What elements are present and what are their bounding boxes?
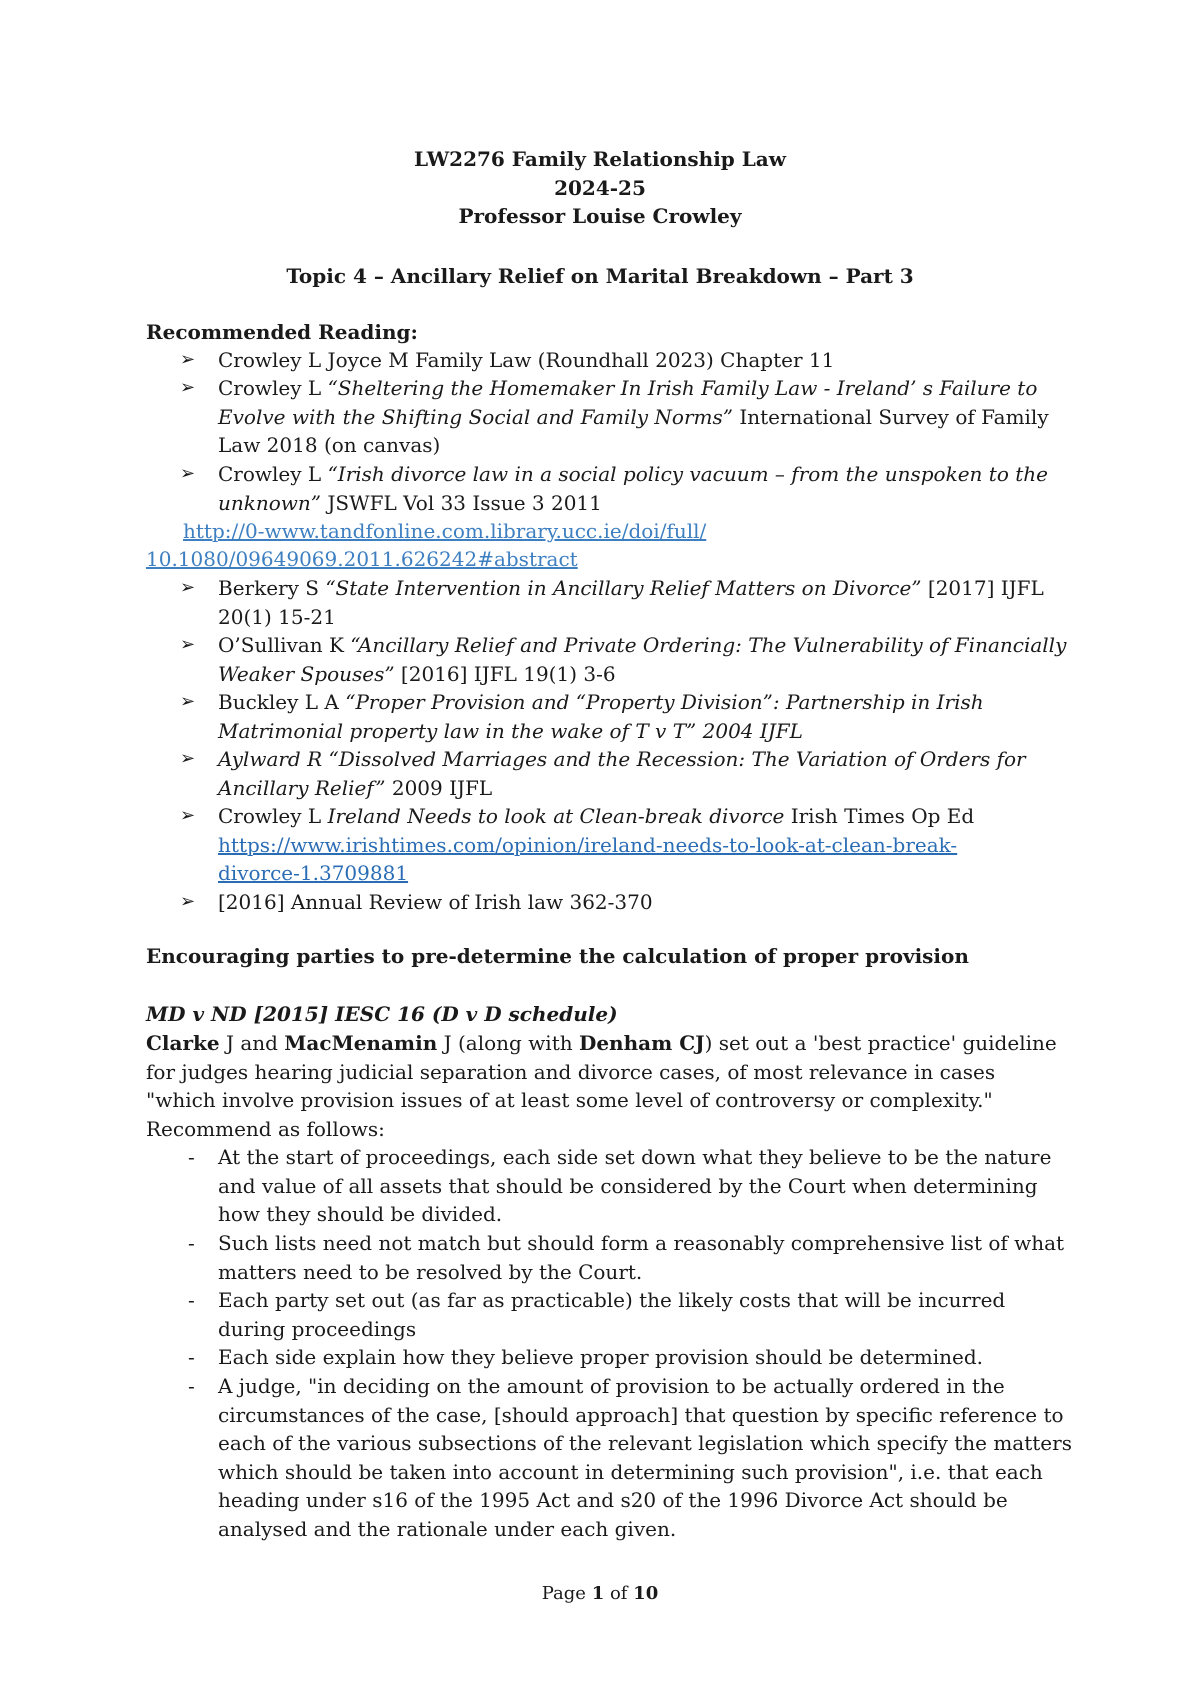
arrow-bullet-icon: ➢: [180, 577, 196, 598]
academic-year: 2024-25: [554, 175, 646, 200]
dash-bullet-icon: -: [188, 1288, 195, 1312]
arrow-bullet-icon: ➢: [180, 891, 196, 912]
arrow-bullet-icon: ➢: [180, 634, 196, 655]
journal-link-line-1[interactable]: http://0-www.tandfonline.com.library.ucc.ie/doi/full/: [183, 519, 707, 543]
dash-bullet-icon: -: [188, 1374, 195, 1398]
topic-title: Topic 4 – Ancillary Relief on Marital Breakdown – Part 3: [286, 264, 914, 288]
journal-link-line-2[interactable]: 10.1080/09649069.2011.626242#abstract: [146, 547, 578, 571]
arrow-bullet-icon: ➢: [180, 377, 196, 398]
dash-bullet-icon: -: [188, 1345, 195, 1369]
page-footer: Page 1 of 10: [541, 1583, 659, 1604]
dash-bullet-icon: -: [188, 1145, 195, 1169]
arrow-bullet-icon: ➢: [180, 748, 196, 769]
case-heading: MD v ND [2015] IESC 16 (D v D schedule): [146, 1002, 618, 1026]
case-summary-paragraph: Clarke J and MacMenamin J (along with Denham CJ) set out a 'best practice' guideline for judges hearing judicial separation and divorce cases, of most relevance in cases "which involve provision issues of at least some level of controversy or complexity." Recommend as follows:: [146, 1031, 1057, 1141]
course-title: LW2276 Family Relationship Law: [413, 147, 786, 171]
arrow-bullet-icon: ➢: [180, 349, 196, 370]
reading-heading: Recommended Reading:: [146, 320, 418, 344]
lecturer-name: Professor Louise Crowley: [458, 204, 742, 228]
irish-times-link[interactable]: https://www.irishtimes.com/opinion/ireland-needs-to-look-at-clean-break-: [218, 832, 958, 857]
dash-bullet-icon: -: [188, 1231, 195, 1255]
section-heading: Encouraging parties to pre-determine the calculation of proper provision: [146, 944, 969, 968]
arrow-bullet-icon: ➢: [180, 463, 196, 484]
irish-times-link-cont[interactable]: divorce-1.3709881: [218, 861, 409, 885]
arrow-bullet-icon: ➢: [180, 691, 196, 712]
arrow-bullet-icon: ➢: [180, 805, 196, 826]
document-header: [0, 145, 1200, 231]
document-page: LW2276 Family Relationship Law 2024-25 Professor Louise Crowley Topic 4 – Ancillary Relief on Marital Breakdown – Part 3 Recommended Reading: ➢ Crowley L Joyce M Family Law (Roundhall 2023) Chapter 11 ➢ Crowley L “Sheltering the Homemaker In Irish Family Law - Ireland’ s Failure to Evolve with the Shifting Social and Family Norms” International Survey of Family Law 2018 (on canvas) ➢ Crowley L “Irish divorce law in a social policy vacuum – from the unspoken to the unknown” JSWFL Vol 33 Issue 3 2011 http://0-www.tandfonline.com.library.ucc.ie/doi/full/ 10.1080/09649069.2011.626242#abstract ➢ Berkery S “State Intervention in Ancillary Relief Matters on Divorce” [2017] IJFL 20(1) 15-21 ➢ O’Sullivan K “Ancillary Relief and Private Ordering: The Vulnerability of Financially Weaker Spouses” [2016] IJFL 19(1) 3-6 ➢ Buckley L A “Proper Provision and “Property Division”: Partnership in Irish Matrimonial property law in the wake of T v T” 2004 IJFL ➢ Aylward R “Dissolved Marriages and the Recession: The Variation of Orders for Ancillary Relief” 2009 IJFL ➢ Crowley L Ireland Needs to look at Clean-break divorce Irish Times Op Ed https://www.irishtimes.com/opinion/ireland-needs-to-look-at-clean-break- divorce-1.3709881 ➢ [2016] Annual Review of Irish law 362-370 Encouraging parties to pre-determine the calculation of proper provision MD v ND [2015] IESC 16 (D v D schedule) Clarke J and MacMenamin J (along with Denham CJ) set out a 'best practice' guideline for judges hearing judicial separation and divorce cases, of most relevance in cases "which involve provision issues of at least some level of controversy or complexity." Recommend as follows: - At the start of proceedings, each side set down what they believe to be the nature and value of all assets that should be considered by the Court when determining how they should be divided. - Such lists need not match but should form a reasonably comprehensive list of what matters need to be resolved by the Court. - Each party set out (as far as practicable) the likely costs that will be incurred during proceedings - Each side explain how they believe proper provision should be determined. - A judge, "in deciding on the amount of provision to be actually ordered in the circumstances of the case, [should approach] that question by specific reference to each of the various subsections of the relevant legislation which specify the matters which should be taken into account in determining such provision", i.e. that each heading under s16 of the 1995 Act and s20 of the 1996 Divorce Act should be analysed and the rationale under each given. Page 1 of 10: [0, 0, 1200, 1696]
